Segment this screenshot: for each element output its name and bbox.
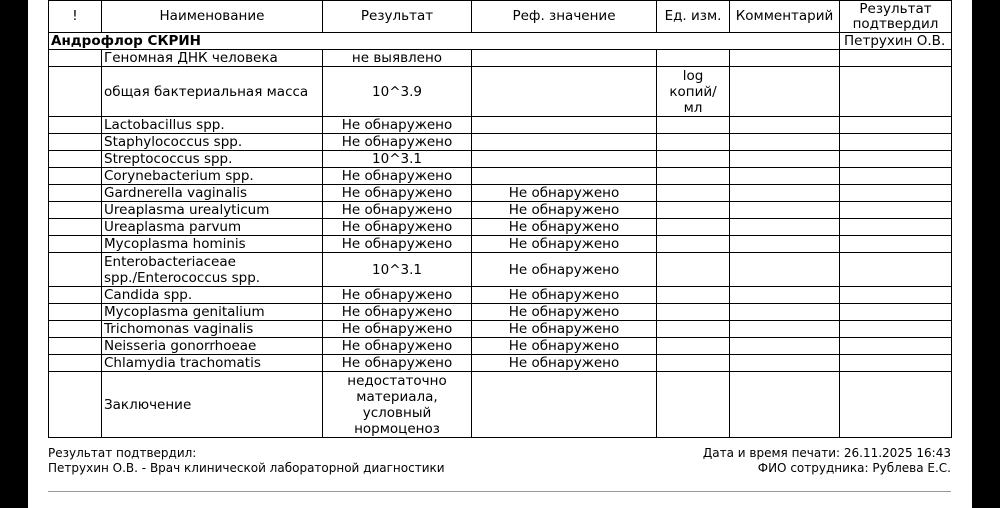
test-comment (730, 372, 840, 438)
test-unit (657, 185, 730, 202)
table-row (49, 304, 952, 321)
footer-right (703, 446, 951, 476)
test-name: Streptococcus spp. (102, 151, 323, 168)
test-result: 10^3.1 (323, 151, 472, 168)
test-unit (657, 287, 730, 304)
table-row (49, 219, 952, 236)
test-comment (730, 67, 840, 117)
test-name: Mycoplasma genitalium (102, 304, 323, 321)
section-title: Андрофлор СКРИН (49, 33, 840, 50)
table-row (49, 67, 952, 117)
test-result: Не обнаружено (323, 168, 472, 185)
test-name: общая бактериальная масса (102, 67, 323, 117)
report-page (28, 0, 972, 508)
test-name: Trichomonas vaginalis (102, 321, 323, 338)
test-confirmed (840, 338, 952, 355)
test-ref (472, 50, 657, 67)
table-row (49, 50, 952, 67)
test-comment (730, 50, 840, 67)
test-name: Ureaplasma parvum (102, 219, 323, 236)
test-comment (730, 321, 840, 338)
test-unit (657, 219, 730, 236)
test-ref: Не обнаружено (472, 338, 657, 355)
test-comment (730, 355, 840, 372)
table-row (49, 287, 952, 304)
test-comment (730, 168, 840, 185)
test-comment (730, 185, 840, 202)
test-confirmed (840, 117, 952, 134)
flag-cell (49, 321, 102, 338)
test-unit (657, 253, 730, 287)
flag-cell (49, 117, 102, 134)
employee-name: ФИО сотрудника: Рублева Е.С. (757, 461, 951, 475)
test-confirmed (840, 185, 952, 202)
test-confirmed (840, 372, 952, 438)
flag-cell (49, 50, 102, 67)
test-ref (472, 151, 657, 168)
test-unit (657, 236, 730, 253)
footer-left (48, 446, 445, 476)
table-row (49, 355, 952, 372)
test-ref: Не обнаружено (472, 185, 657, 202)
test-confirmed (840, 50, 952, 67)
test-unit (657, 202, 730, 219)
test-confirmed (840, 236, 952, 253)
col-header-name: Наименование (102, 1, 323, 33)
test-ref: Не обнаружено (472, 287, 657, 304)
test-unit (657, 151, 730, 168)
test-name: Neisseria gonorrhoeae (102, 338, 323, 355)
test-comment (730, 338, 840, 355)
results-table (48, 0, 952, 438)
test-name: Ureaplasma urealyticum (102, 202, 323, 219)
table-row (49, 338, 952, 355)
test-confirmed (840, 134, 952, 151)
test-unit (657, 168, 730, 185)
test-result: 10^3.9 (323, 67, 472, 117)
test-result: Не обнаружено (323, 304, 472, 321)
test-confirmed (840, 67, 952, 117)
table-row (49, 185, 952, 202)
test-ref: Не обнаружено (472, 202, 657, 219)
test-comment (730, 304, 840, 321)
test-confirmed (840, 287, 952, 304)
test-result: Не обнаружено (323, 202, 472, 219)
col-header-unit: Ед. изм. (657, 1, 730, 33)
test-name: Corynebacterium spp. (102, 168, 323, 185)
test-ref: Не обнаружено (472, 253, 657, 287)
test-unit (657, 321, 730, 338)
table-header-row (49, 1, 952, 33)
test-ref (472, 168, 657, 185)
test-unit (657, 117, 730, 134)
test-ref: Не обнаружено (472, 236, 657, 253)
flag-cell (49, 202, 102, 219)
table-row (49, 202, 952, 219)
test-unit: log копий/мл (657, 67, 730, 117)
test-name: Chlamydia trachomatis (102, 355, 323, 372)
test-comment (730, 219, 840, 236)
test-confirmed (840, 151, 952, 168)
flag-cell (49, 151, 102, 168)
test-name: Mycoplasma hominis (102, 236, 323, 253)
flag-cell (49, 338, 102, 355)
conclusion-result: недостаточно материала, условный нормоценоз (323, 372, 472, 438)
test-comment (730, 202, 840, 219)
test-ref (472, 372, 657, 438)
test-comment (730, 287, 840, 304)
col-header-flag: ! (49, 1, 102, 33)
flag-cell (49, 236, 102, 253)
flag-cell (49, 185, 102, 202)
test-unit (657, 372, 730, 438)
test-unit (657, 134, 730, 151)
test-confirmed (840, 168, 952, 185)
test-unit (657, 50, 730, 67)
test-ref (472, 134, 657, 151)
test-confirmed (840, 355, 952, 372)
test-unit (657, 304, 730, 321)
test-ref: Не обнаружено (472, 355, 657, 372)
test-result: Не обнаружено (323, 134, 472, 151)
test-name: Lactobacillus spp. (102, 117, 323, 134)
footer-divider (48, 491, 951, 492)
flag-cell (49, 253, 102, 287)
test-result: Не обнаружено (323, 321, 472, 338)
col-header-ref: Реф. значение (472, 1, 657, 33)
test-comment (730, 117, 840, 134)
test-result: Не обнаружено (323, 355, 472, 372)
conclusion-label: Заключение (102, 372, 323, 438)
test-ref: Не обнаружено (472, 219, 657, 236)
test-name: Геномная ДНК человека (102, 50, 323, 67)
table-row (49, 151, 952, 168)
flag-cell (49, 287, 102, 304)
test-ref (472, 117, 657, 134)
confirmed-label: Результат подтвердил: (48, 446, 197, 460)
table-row (49, 321, 952, 338)
section-row (49, 33, 952, 50)
flag-cell (49, 372, 102, 438)
table-row-conclusion (49, 372, 952, 438)
flag-cell (49, 304, 102, 321)
col-header-confirmed: Результат подтвердил (840, 1, 952, 33)
test-confirmed (840, 253, 952, 287)
test-result: Не обнаружено (323, 219, 472, 236)
test-confirmed (840, 219, 952, 236)
test-name: Gardnerella vaginalis (102, 185, 323, 202)
test-name: Staphylococcus spp. (102, 134, 323, 151)
test-confirmed (840, 304, 952, 321)
test-unit (657, 355, 730, 372)
test-result: Не обнаружено (323, 287, 472, 304)
test-comment (730, 134, 840, 151)
flag-cell (49, 355, 102, 372)
table-row (49, 134, 952, 151)
flag-cell (49, 134, 102, 151)
test-confirmed (840, 321, 952, 338)
test-unit (657, 338, 730, 355)
print-datetime: Дата и время печати: 26.11.2025 16:43 (702, 446, 951, 460)
flag-cell (49, 219, 102, 236)
test-ref: Не обнаружено (472, 321, 657, 338)
table-row (49, 168, 952, 185)
section-confirmed-by: Петрухин О.В. (840, 33, 952, 50)
col-header-result: Результат (323, 1, 472, 33)
table-row (49, 236, 952, 253)
test-result: не выявлено (323, 50, 472, 67)
test-ref (472, 67, 657, 117)
test-confirmed (840, 202, 952, 219)
confirmed-person: Петрухин О.В. - Врач клинической лабораторной диагностики (48, 461, 445, 475)
test-result: 10^3.1 (323, 253, 472, 287)
test-result: Не обнаружено (323, 338, 472, 355)
flag-cell (49, 168, 102, 185)
test-result: Не обнаружено (323, 185, 472, 202)
test-comment (730, 151, 840, 168)
flag-cell (49, 67, 102, 117)
test-result: Не обнаружено (323, 117, 472, 134)
test-name: Enterobacteriaceae spp./Enterococcus spp. (102, 253, 323, 287)
test-comment (730, 253, 840, 287)
table-row (49, 253, 952, 287)
test-name: Candida spp. (102, 287, 323, 304)
table-row (49, 117, 952, 134)
test-comment (730, 236, 840, 253)
test-result: Не обнаружено (323, 236, 472, 253)
test-ref: Не обнаружено (472, 304, 657, 321)
col-header-comment: Комментарий (730, 1, 840, 33)
